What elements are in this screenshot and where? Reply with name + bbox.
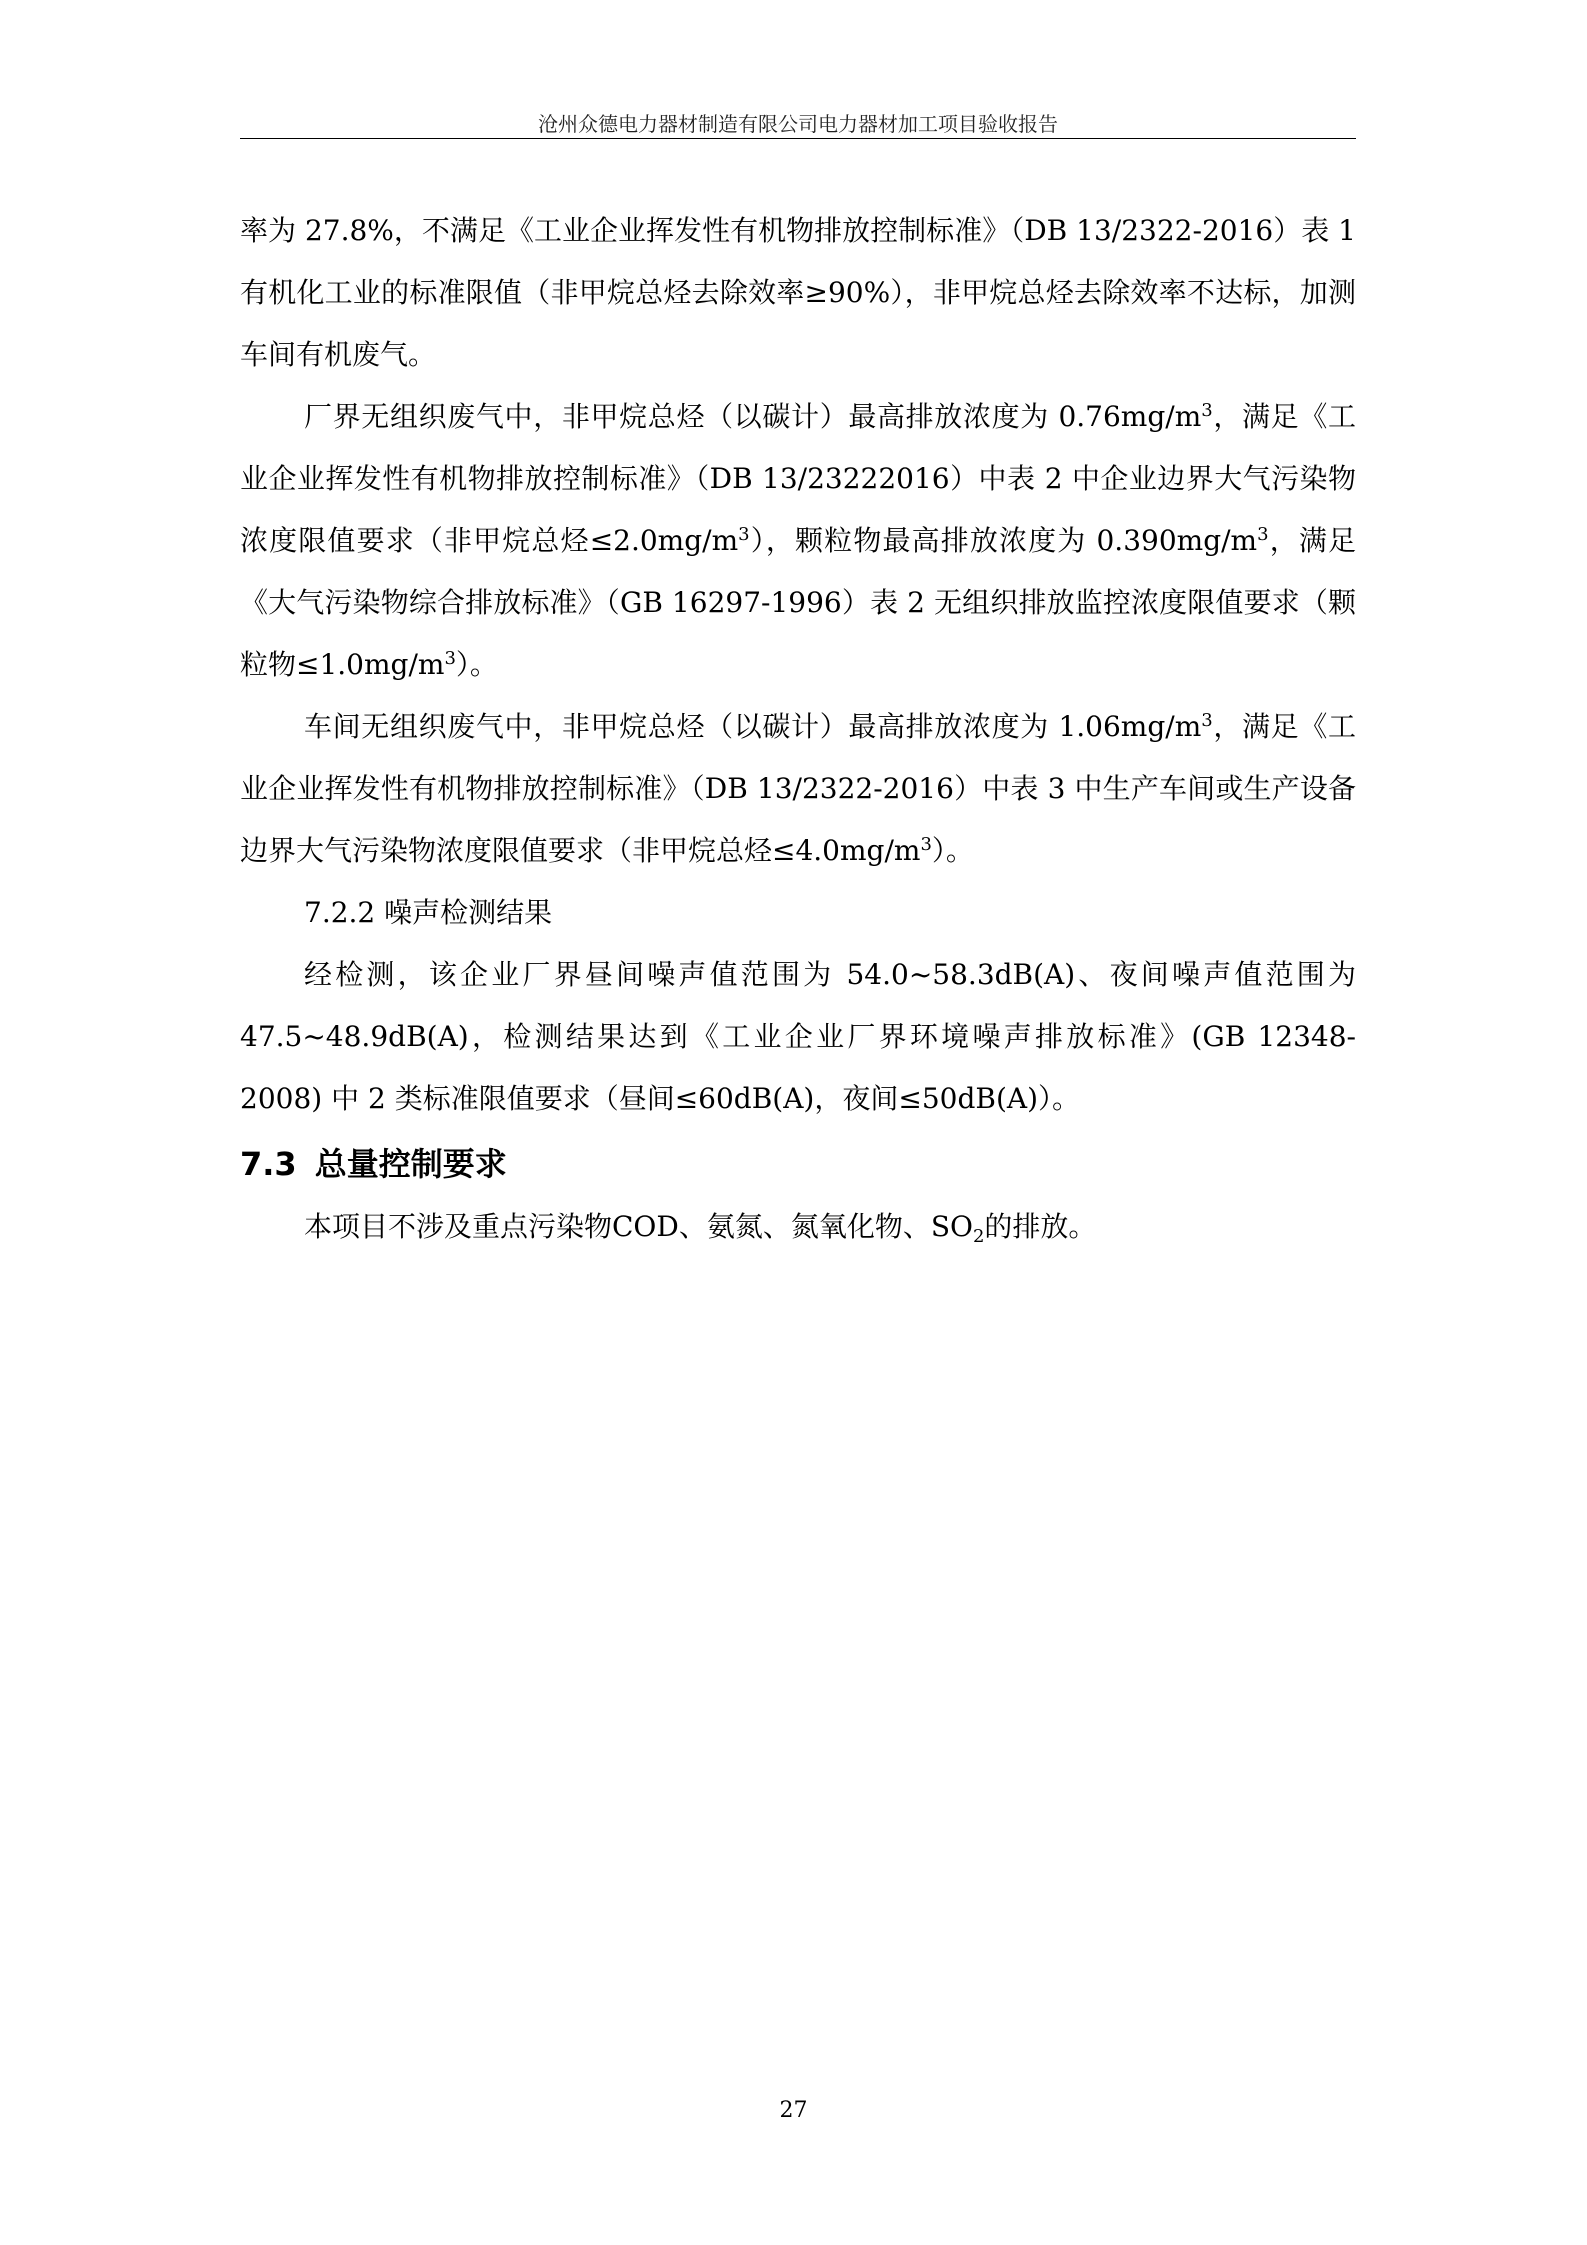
paragraph-text: 率为 27.8%，不满足《工业企业挥发性有机物排放控制标准》（DB 13/2322-2016）表 1 有机化工业的标准限值（非甲烷总烃去除效率≥90%），非甲烷总烃去除效率不达标，加测车间有机废气。 xyxy=(240,214,1356,371)
superscript: 3 xyxy=(738,524,750,545)
paragraph-workshop-emissions xyxy=(240,696,1356,882)
section-title: 总量控制要求 xyxy=(314,1145,507,1183)
paragraph-text: ，满足《工业企业挥发性有机物排放控制标准》（DB 13/2322-2016）中表 3 中生产车间或生产设备边界大气污染物浓度限值要求（非甲烷总烃≤4.0mg/m xyxy=(240,710,1356,867)
subsection-heading: 7.2.2 噪声检测结果 xyxy=(304,896,553,929)
superscript: 3 xyxy=(1257,524,1269,545)
page-number: 27 xyxy=(779,2098,808,2123)
paragraph-boundary-emissions xyxy=(240,386,1356,696)
superscript: 3 xyxy=(444,648,456,669)
paragraph-continuation xyxy=(240,200,1356,386)
paragraph-text: 厂界无组织废气中，非甲烷总烃（以碳计）最高排放浓度为 0.76mg/m xyxy=(304,400,1202,433)
subscript: 2 xyxy=(972,1226,985,1247)
body-text xyxy=(240,200,1356,1258)
superscript: 3 xyxy=(1201,710,1213,731)
paragraph-text: ），颗粒物最高排放浓度为 0.390mg/m xyxy=(749,524,1258,557)
section-heading xyxy=(240,1136,1356,1192)
paragraph-total-control xyxy=(240,1196,1356,1258)
paragraph-text: ，满足《大气污染物综合排放标准》（GB 16297-1996）表 2 无组织排放监控浓度限值要求（颗粒物≤1.0mg/m xyxy=(240,524,1356,681)
header-rule xyxy=(240,138,1356,139)
paragraph-text: ）。 xyxy=(455,648,498,681)
paragraph-noise-results: 经检测，该企业厂界昼间噪声值范围为 54.0~58.3dB(A)、夜间噪声值范围为 47.5~48.9dB(A)，检测结果达到《工业企业厂界环境噪声排放标准》(GB 12348-2008) 中 2 类标准限值要求（昼间≤60dB(A)，夜间≤50dB(A)）。 xyxy=(240,958,1356,1115)
paragraph-text: 本项目不涉及重点污染物COD、氨氮、氮氧化物、SO xyxy=(304,1210,973,1243)
paragraph-text: 的排放。 xyxy=(984,1210,1097,1243)
section-number: 7.3 xyxy=(240,1145,297,1183)
superscript: 3 xyxy=(1201,400,1213,421)
paragraph-text: ）。 xyxy=(931,834,974,867)
paragraph-text: ，满足《工业企业挥发性有机物排放控制标准》（DB 13/23222016）中表 2 中企业边界大气污染物浓度限值要求（非甲烷总烃≤2.0mg/m xyxy=(240,400,1356,557)
superscript: 3 xyxy=(920,834,932,855)
running-header: 沧州众德电力器材制造有限公司电力器材加工项目验收报告 xyxy=(538,112,1058,136)
paragraph-text: 车间无组织废气中，非甲烷总烃（以碳计）最高排放浓度为 1.06mg/m xyxy=(304,710,1202,743)
